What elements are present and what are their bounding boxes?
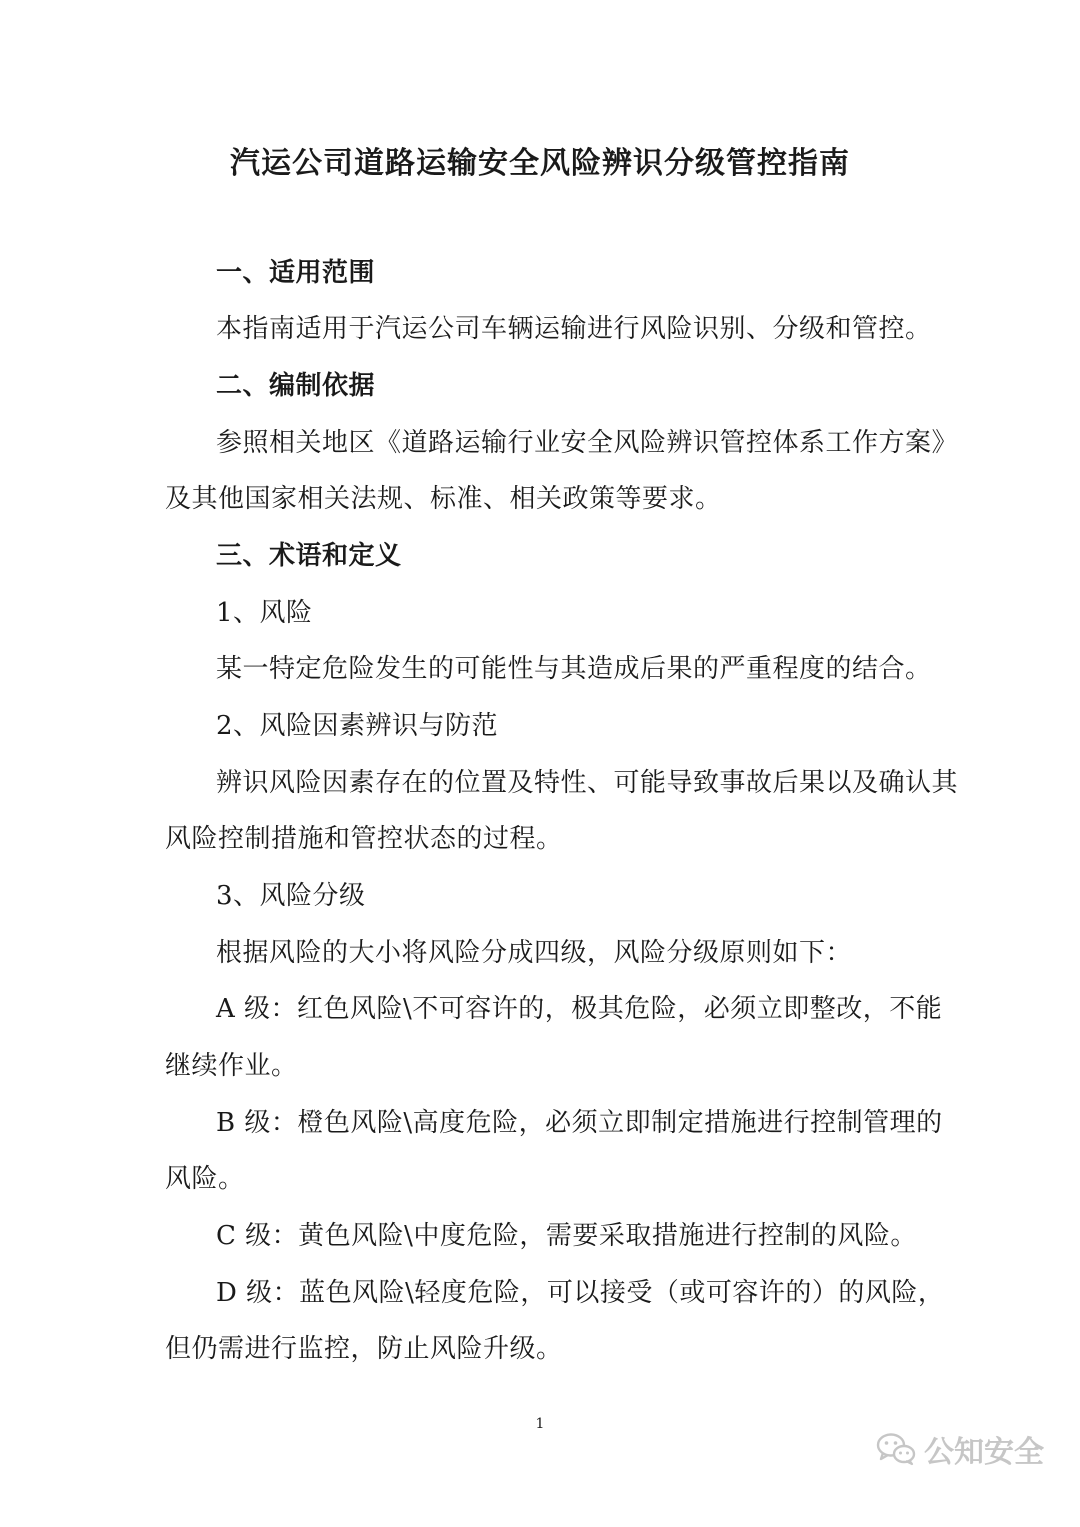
page-number: 1: [535, 1416, 545, 1432]
document-title: 汽运公司道路运输安全风险辨识分级管控指南: [230, 146, 850, 181]
section-heading-scope: 一、适用范围: [216, 258, 376, 288]
paragraph-line: 风险控制措施和管控状态的过程。: [165, 824, 563, 854]
paragraph-line: 风险。: [165, 1164, 245, 1194]
section-heading-basis: 二、编制依据: [216, 371, 376, 401]
term-heading: 3、风险分级: [216, 881, 366, 911]
paragraph-line: 某一特定危险发生的可能性与其造成后果的严重程度的结合。: [216, 654, 932, 684]
paragraph-line: 参照相关地区《道路运输行业安全风险辨识管控体系工作方案》: [216, 428, 959, 458]
paragraph-line: A 级：红色风险\不可容许的，极其危险，必须立即整改，不能: [216, 994, 943, 1024]
paragraph-line: 辨识风险因素存在的位置及特性、可能导致事故后果以及确认其: [216, 768, 959, 798]
paragraph-line: B 级：橙色风险\高度危险，必须立即制定措施进行控制管理的: [216, 1108, 943, 1138]
paragraph-line: 但仍需进行监控，防止风险升级。: [165, 1334, 563, 1364]
paragraph-line: C 级：黄色风险\中度危险，需要采取措施进行控制的风险。: [216, 1221, 917, 1251]
watermark-text: 公知安全: [924, 1435, 1044, 1470]
paragraph-line: 本指南适用于汽运公司车辆运输进行风险识别、分级和管控。: [216, 314, 932, 344]
wechat-icon: [876, 1432, 916, 1466]
term-heading: 1、风险: [216, 598, 313, 628]
paragraph-line: 继续作业。: [165, 1051, 298, 1081]
section-heading-terms: 三、术语和定义: [216, 541, 402, 571]
paragraph-line: 根据风险的大小将风险分成四级，风险分级原则如下：: [216, 938, 853, 968]
term-heading: 2、风险因素辨识与防范: [216, 711, 499, 741]
watermark: [876, 1427, 1044, 1471]
paragraph-line: D 级：蓝色风险\轻度危险，可以接受（或可容许的）的风险，: [216, 1278, 945, 1308]
paragraph-line: 及其他国家相关法规、标准、相关政策等要求。: [165, 484, 722, 514]
